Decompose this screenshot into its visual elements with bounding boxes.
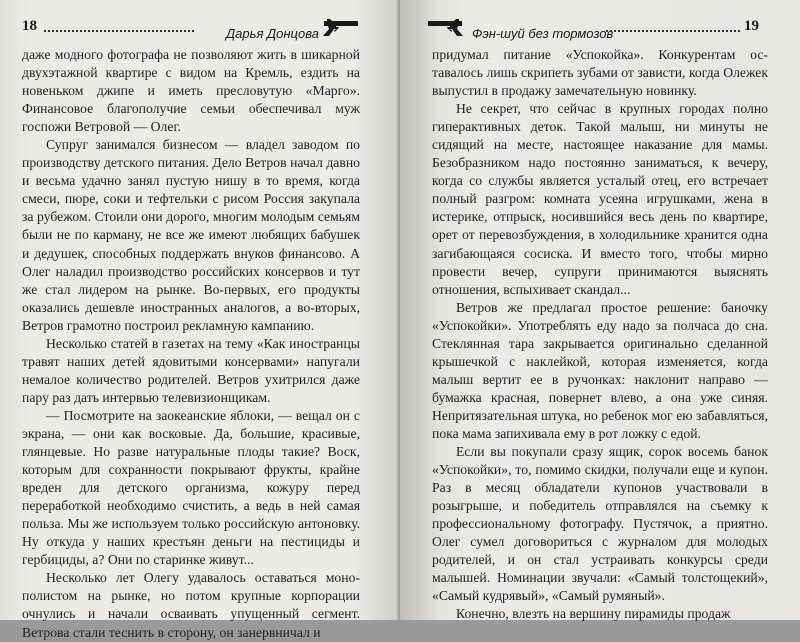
body-text <box>432 46 768 624</box>
running-head: Фэн-шуй без тормозов <box>472 26 614 41</box>
header-rule <box>606 30 740 32</box>
paragraph: Не секрет, что сейчас в крупных городах полно гиперактивных деток. Такой малыш, ни минуты не сидящий на месте, настоящее наказание для мамы. Безобразником надо постоянно заниматься, к вечеру, когда со службы является усталый отец, его встречает полный разгром: комната усеяна игрушками, жена в истерике, отпрыск, носившийся весь день по квартире, орет от перевозбуждения, в холодильнике хранится одна загибающаяся сосиска. И вместо того, чтобы мирно провести вечер, супруги принимаются выяснять отношения, вспыхивает скандал... <box>432 101 768 297</box>
revolver-icon <box>426 17 468 37</box>
paragraph: Если вы покупали сразу ящик, сорок восемь банок «Успокойки», то, помимо скидки, получали еще и купон. Раз в месяц обладатели купонов участвовали в розыгрыше, и победитель отправлялся на съемку к профессиональному фотографу. Пустячок, а приятно. Олег сумел договориться с журналом для молодых родителей, и он стал устраивать конкурсы среди малышей. Номинации звучали: «Самый толстощекий», «Самый кудрявый», «Самый румяный». <box>432 444 768 604</box>
paragraph: Несколько лет Олегу удавалось оставаться монополистом на рынке, но потом крупные корпорации очнулись и начали осваивать упущенный сегмент. Ветрова стали теснить в сторону, он занервничал и <box>22 570 360 640</box>
running-head: Дарья Донцова <box>226 26 319 41</box>
paragraph: даже модного фотографа не позволяют жить в шикарной двухэтажной квартире с видом на Кремль, ездить на новеньком джипе и иметь пресловутую «Марго». Финансовое благополучие семьи обеспечивал муж госпожи Ветровой — Олег. <box>22 47 360 135</box>
revolver-icon <box>318 17 360 37</box>
paragraph: придумал питание «Успокойка». Конкурентам оставалось лишь скрипеть зубами от зависти, когда Олежек выпустил в продажу замечательную новинку. <box>432 47 768 99</box>
paragraph: — Посмотрите на заокеанские яблоки, — вещал он с экрана, — они как восковые. Да, большие, красивые, глянцевые. Но разве натуральные плоды такие? Воск, которым для сохранности покрывают фрукты, крайне вреден для детского организма, кожуру перед переработкой необходимо счистить, а ведь в ней самая польза. Мы же используем только российскую антоновку. Ну откуда у наших крестьян деньги на пестициды и гербициды, а? Они по старинке живут... <box>22 407 360 568</box>
right-page <box>400 0 800 620</box>
page-number: 18 <box>22 18 37 34</box>
paragraph: Ветров же предлагал простое решение: баночку «Успокойки». Употреблять еду надо за полчаса до сна. Стеклянная тара закрывается оригинально сделанной крышечкой с наклейкой, которая изменяется, когда малыш вертит ее в ручонках: наклонит направо — бумажка красная, повернет влево, а она уже синяя. Непритязательная штука, но ребенок мог ею забавляться, пока мама запихивала ему в рот ложку с едой. <box>432 299 768 441</box>
body-text <box>22 46 360 642</box>
header-rule <box>44 30 194 32</box>
paragraph: Супруг занимался бизнесом — владел заводом по производству детского питания. Дело Ветров начал давно и весьма удачно занял пустую нишу в то время, когда смеси, пюре, соки и тефтельки с рисом Россия закупала за рубежом. Стоили они дорого, многим молодым семьям были не по карману, не все же имеют любящих бабушек и дедушек, способных поддержать внуков финансово. А Олег наладил производство российских консервов и тут же стал лидером на рынке. Во-первых, его продукты оказались дешевле иностранных аналогов, а во-вторых, Ветров грамотно построил рекламную кампанию. <box>22 137 360 333</box>
left-page <box>0 0 400 640</box>
page-number: 19 <box>744 18 759 34</box>
paragraph: Несколько статей в газетах на тему «Как иностранцы травят наших детей ядовитыми консервами» напугали немалое количество родителей. Ветров ухитрился даже пару раз дать интервью телевизионщикам. <box>22 335 360 405</box>
paragraph: Конечно, влезть на вершину пирамиды продаж <box>456 606 731 622</box>
